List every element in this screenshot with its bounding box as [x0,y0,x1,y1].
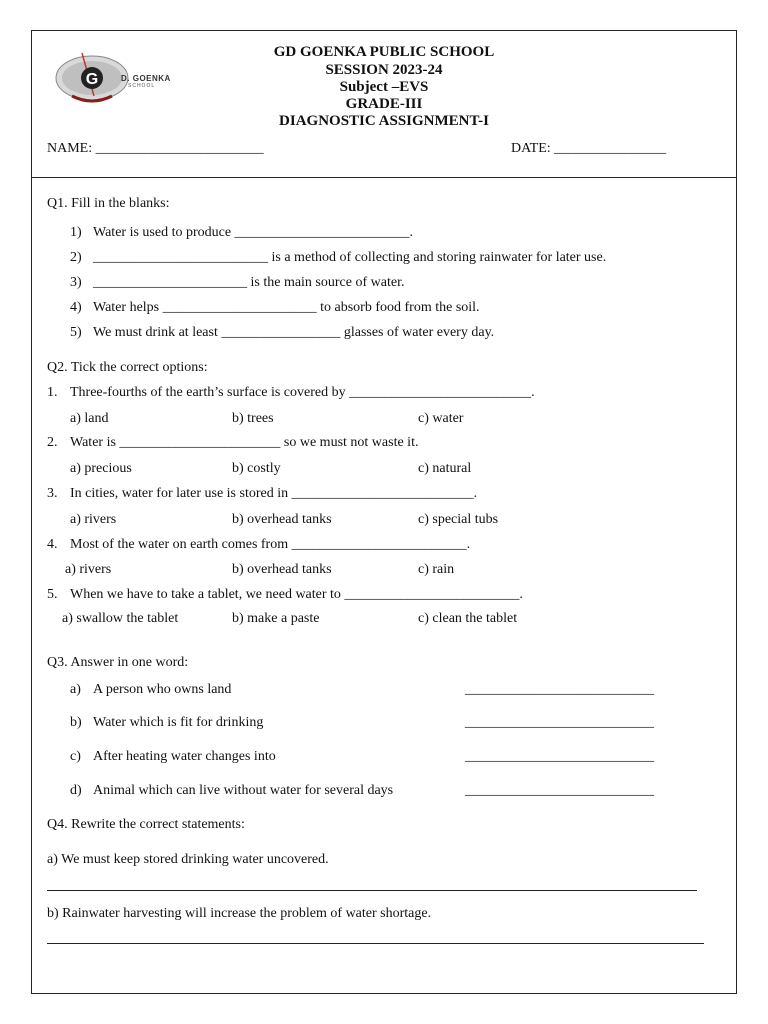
q3-item-text: After heating water changes into [93,749,276,764]
q2-title: Q2. Tick the correct options: [47,360,208,375]
q1-title: Q1. Fill in the blanks: [47,196,170,211]
q2-option[interactable]: b) overhead tanks [232,512,332,527]
q4-statement: b) Rainwater harvesting will increase the problem of water shortage. [47,906,432,921]
q2-option[interactable]: b) trees [232,411,274,426]
q2-question-text: Most of the water on earth comes from _________________________. [70,537,471,552]
q1-item-text[interactable]: ______________________ is the main source of water. [93,275,405,290]
q2-question-text: Water is _______________________ so we must not waste it. [70,435,419,450]
q1-item-text[interactable]: We must drink at least _________________ glasses of water every day. [93,325,495,340]
q3-answer-blank[interactable]: ___________________________ [465,749,654,764]
q4-answer-line[interactable] [47,890,697,891]
q3-item-label: c) [70,749,81,764]
q2-option[interactable]: a) swallow the tablet [62,611,179,626]
q2-option[interactable]: a) land [70,411,109,426]
session-label: SESSION 2023-24 [325,62,443,78]
q1-item-text[interactable]: Water helps ______________________ to absorb food from the soil. [93,300,480,315]
q3-item-text: Water which is fit for drinking [93,715,264,730]
q1-item-number: 1) [70,225,82,240]
q2-question-number: 2. [47,435,58,450]
q3-title: Q3. Answer in one word: [47,655,189,670]
q3-answer-blank[interactable]: ___________________________ [465,783,654,798]
q2-question-number: 4. [47,537,58,552]
date-field[interactable]: DATE: ________________ [511,141,667,156]
q3-item-text: Animal which can live without water for several days [93,783,394,798]
grade-label: GRADE-III [345,96,423,112]
q2-option[interactable]: a) precious [70,461,132,476]
q1-item-number: 3) [70,275,82,290]
q3-item-label: b) [70,715,82,730]
q3-answer-blank[interactable]: ___________________________ [465,682,654,697]
q2-option[interactable]: b) overhead tanks [232,562,332,577]
q2-question-number: 5. [47,587,58,602]
name-field[interactable]: NAME: ________________________ [47,141,264,156]
q2-question-text: When we have to take a tablet, we need water to _________________________. [70,587,523,602]
q2-question-number: 1. [47,385,58,400]
subject-label: Subject –EVS [339,79,429,95]
q1-item-text[interactable]: Water is used to produce _________________________. [93,225,414,240]
q3-item-label: a) [70,682,81,697]
q2-question-text: In cities, water for later use is stored in __________________________. [70,486,478,501]
page-border [31,30,737,994]
q2-option[interactable]: c) clean the tablet [418,611,518,626]
q2-option[interactable]: c) water [418,411,464,426]
q3-item-text: A person who owns land [93,682,232,697]
logo-letter: G [85,71,99,88]
q2-question-text: Three-fourths of the earth’s surface is covered by __________________________. [70,385,535,400]
q1-item-number: 5) [70,325,82,340]
q2-option[interactable]: c) special tubs [418,512,499,527]
q2-option[interactable]: b) make a paste [232,611,320,626]
q2-option[interactable]: a) rivers [70,512,117,527]
q1-item-text[interactable]: _________________________ is a method of collecting and storing rainwater for later use. [93,250,607,265]
q4-answer-line[interactable] [47,943,704,944]
q1-item-number: 4) [70,300,82,315]
q4-title: Q4. Rewrite the correct statements: [47,817,245,832]
logo-text: D. GOENKA [121,74,171,83]
q2-option[interactable]: a) rivers [65,562,112,577]
school-name: GD GOENKA PUBLIC SCHOOL [273,44,495,60]
q1-item-number: 2) [70,250,82,265]
q2-option[interactable]: b) costly [232,461,281,476]
logo-subtext: SCHOOL [128,83,156,89]
q2-option[interactable]: c) rain [418,562,455,577]
q2-question-number: 3. [47,486,58,501]
q2-option[interactable]: c) natural [418,461,472,476]
q3-answer-blank[interactable]: ___________________________ [465,715,654,730]
q3-item-label: d) [70,783,82,798]
assignment-title: DIAGNOSTIC ASSIGNMENT-I [279,113,489,129]
header-divider [31,177,737,178]
q4-statement: a) We must keep stored drinking water uncovered. [47,852,329,867]
